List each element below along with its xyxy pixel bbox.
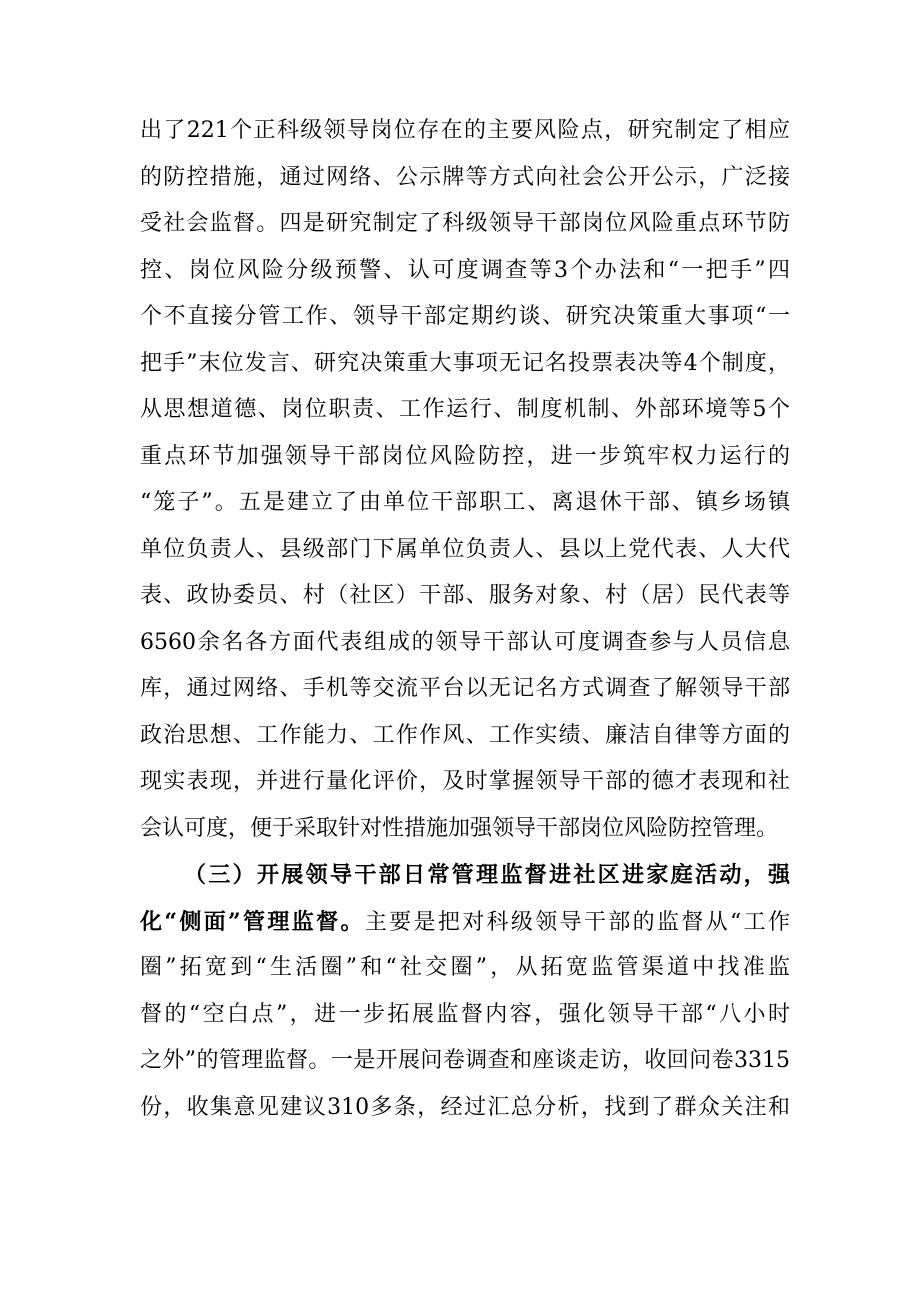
text-line: 表、政协委员、村（社区）干部、服务对象、村（居）民代表等	[140, 583, 790, 608]
heading-bold-text: 化“侧面”管理监督。	[140, 908, 365, 935]
text-line: 单位负责人、县级部门下属单位负责人、县以上党代表、人大代	[140, 536, 790, 562]
text-line: 的防控措施，通过网络、公示牌等方式向社会公开公示，广泛接	[140, 164, 790, 190]
document-body	[140, 108, 790, 1131]
text-line: 会认可度，便于采取针对性措施加强领导干部岗位风险防控管理。	[140, 815, 779, 841]
text-line: 现实表现，并进行量化评价，及时掌握领导干部的德才表现和社	[140, 769, 790, 794]
section-heading: （三）开展领导干部日常管理监督进社区进家庭活动，强	[184, 862, 790, 888]
text-line: 政治思想、工作能力、工作作风、工作实绩、廉洁自律等方面的	[140, 722, 790, 748]
text-line: 出了221个正科级领导岗位存在的主要风险点，研究制定了相应	[140, 118, 790, 143]
heading-rest-text: 主要是把对科级领导干部的监督从“工作	[364, 909, 791, 935]
text-line: 从思想道德、岗位职责、工作运行、制度机制、外部环境等5个	[140, 397, 790, 422]
text-line: 督的“空白点”，进一步拓展监督内容，强化领导干部“八小时	[140, 1001, 790, 1027]
text-line: 受社会监督。四是研究制定了科级领导干部岗位风险重点环节防	[140, 211, 790, 236]
text-line: 个不直接分管工作、领导干部定期约谈、研究决策重大事项“一	[140, 304, 790, 329]
text-line: 6560余名各方面代表组成的领导干部认可度调查参与人员信息	[140, 629, 790, 655]
section-heading-continued	[140, 899, 790, 946]
text-line: 库，通过网络、手机等交流平台以无记名方式调查了解领导干部	[140, 676, 790, 701]
text-line: 重点环节加强领导干部岗位风险防控，进一步筑牢权力运行的	[140, 443, 790, 469]
text-line: 把手”末位发言、研究决策重大事项无记名投票表决等4个制度，	[140, 350, 790, 376]
text-line: 圈”拓宽到“生活圈”和“社交圈”，从拓宽监管渠道中找准监	[140, 955, 790, 980]
text-line: 份，收集意见建议310多条，经过汇总分析，找到了群众关注和	[140, 1094, 790, 1120]
text-line: “笼子”。五是建立了由单位干部职工、离退休干部、镇乡场镇	[140, 490, 790, 515]
text-line: 之外”的管理监督。一是开展问卷调查和座谈走访，收回问卷3315	[140, 1048, 790, 1073]
text-line: 控、岗位风险分级预警、认可度调查等3个办法和“一把手”四	[140, 257, 790, 283]
